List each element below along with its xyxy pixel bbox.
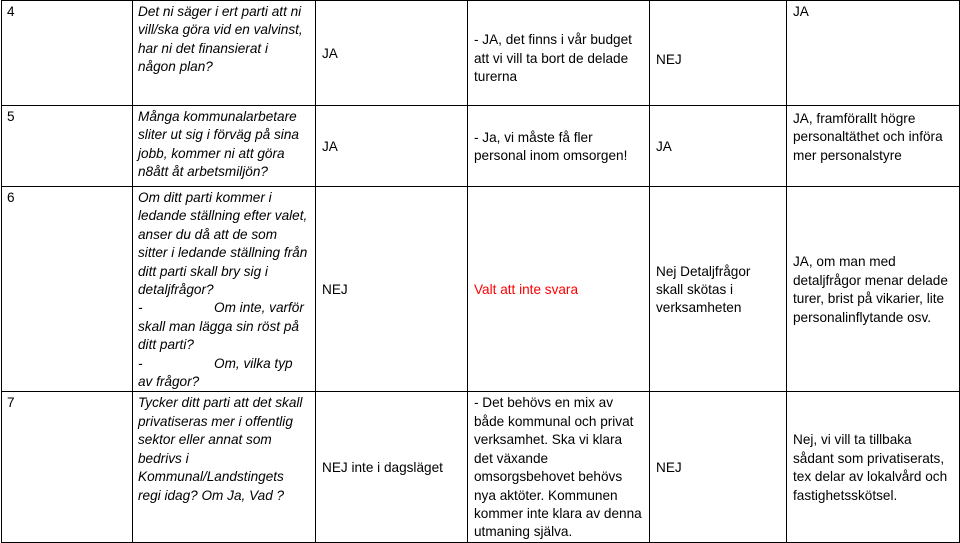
answer-cell-4: JA: [787, 1, 960, 106]
table-row-7: [2, 392, 960, 542]
dash: -: [138, 300, 143, 316]
table-row-6: [2, 187, 960, 392]
question-cell: Det ni säger i ert parti att ni vill/ska göra vid en valvinst, har ni det finansierat i någon plan?: [133, 1, 316, 106]
survey-table: [1, 0, 960, 543]
answer-cell-3: Nej Detaljfrågor skall skötas i verksamheten: [650, 187, 787, 392]
question-main: Om ditt parti kommer i ledande ställning efter valet, anser du då att de som sitter i ledande ställning från ditt parti skall bry sig i detaljfrågor?: [138, 190, 308, 298]
answer-cell-1: NEJ inte i dagsläget: [316, 392, 468, 542]
question-sub-1: - Om inte, varför skall man lägga sin röst på ditt parti?: [138, 300, 304, 353]
answer-cell-4: JA, om man med detaljfrågor menar delade turer, brist på vikarier, lite personalinflytande osv.: [787, 187, 960, 392]
answer-cell-4: Nej, vi vill ta tillbaka sådant som privatiserats, tex delar av lokalvård och fastighetsskötsel.: [787, 392, 960, 542]
dash: -: [138, 355, 143, 371]
row-number: 6: [2, 187, 133, 392]
table-row-5: [2, 106, 960, 187]
question-cell: Många kommunalarbetare sliter ut sig i förväg på sina jobb, kommer ni att göra n8ått åt arbetsmiljön?: [133, 106, 316, 187]
question-cell: [133, 187, 316, 392]
answer-cell-3: NEJ: [650, 1, 787, 106]
answer-cell-3: NEJ: [650, 392, 787, 542]
row-number: 5: [2, 106, 133, 187]
table-row-4: [2, 1, 960, 106]
row-number: 7: [2, 392, 133, 542]
question-cell: Tycker ditt parti att det skall privatiseras mer i offentlig sektor eller annat som bedrivs i Kommunal/Landstingets regi idag? Om Ja, Vad ?: [133, 392, 316, 542]
answer-cell-2: - Det behövs en mix av både kommunal och privat verksamhet. Ska vi klara det växande omsorgsbehovet behövs nya aktöter. Kommunen kommer inte klara av denna utmaning själva.: [468, 392, 650, 542]
answer-cell-1: JA: [316, 1, 468, 106]
answer-cell-1: JA: [316, 106, 468, 187]
answer-cell-2: Valt att inte svara: [468, 187, 650, 392]
question-sub-2: - Om, vilka typ av frågor?: [138, 355, 293, 390]
row-number: 4: [2, 1, 133, 106]
answer-cell-1: NEJ: [316, 187, 468, 392]
answer-cell-2: - Ja, vi måste få fler personal inom omsorgen!: [468, 106, 650, 187]
answer-cell-2: - JA, det finns i vår budget att vi vill ta bort de delade turerna: [468, 1, 650, 106]
answer-cell-3: JA: [650, 106, 787, 187]
answer-cell-4: JA, framförallt högre personaltäthet och införa mer personalstyre: [787, 106, 960, 187]
